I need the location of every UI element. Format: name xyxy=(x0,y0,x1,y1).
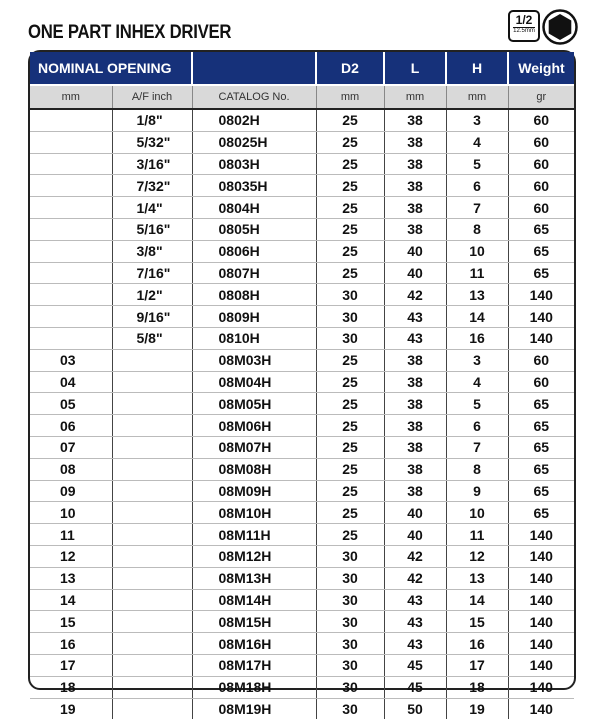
cell-af-inch: 7/16" xyxy=(112,262,192,284)
cell-d2: 30 xyxy=(316,611,384,633)
cell-catalog-no: 0809H xyxy=(192,306,316,328)
cell-af-inch xyxy=(112,676,192,698)
cell-catalog-no: 0803H xyxy=(192,153,316,175)
cell-weight: 65 xyxy=(508,262,574,284)
cell-catalog-no: 08M10H xyxy=(192,502,316,524)
cell-d2: 30 xyxy=(316,676,384,698)
cell-catalog-no: 08M09H xyxy=(192,480,316,502)
cell-mm: 07 xyxy=(30,436,112,458)
cell-catalog-no: 0808H xyxy=(192,284,316,306)
cell-mm xyxy=(30,131,112,153)
cell-catalog-no: 08M15H xyxy=(192,611,316,633)
cell-mm xyxy=(30,262,112,284)
cell-catalog-no: 0807H xyxy=(192,262,316,284)
unit-h: mm xyxy=(446,85,508,109)
cell-weight: 65 xyxy=(508,458,574,480)
table-row xyxy=(30,240,574,262)
cell-mm: 05 xyxy=(30,393,112,415)
cell-af-inch xyxy=(112,654,192,676)
table-row xyxy=(30,502,574,524)
table-body xyxy=(30,109,574,719)
cell-l: 45 xyxy=(384,654,446,676)
cell-d2: 25 xyxy=(316,109,384,131)
cell-catalog-no: 08M16H xyxy=(192,633,316,655)
cell-catalog-no: 08M07H xyxy=(192,436,316,458)
table-row xyxy=(30,175,574,197)
cell-af-inch: 1/4" xyxy=(112,197,192,219)
cell-h: 16 xyxy=(446,327,508,349)
table-row xyxy=(30,458,574,480)
table-row xyxy=(30,633,574,655)
cell-catalog-no: 08M14H xyxy=(192,589,316,611)
cell-weight: 65 xyxy=(508,436,574,458)
cell-weight: 65 xyxy=(508,480,574,502)
cell-l: 38 xyxy=(384,458,446,480)
cell-h: 6 xyxy=(446,415,508,437)
table-row xyxy=(30,262,574,284)
cell-mm xyxy=(30,153,112,175)
cell-mm: 13 xyxy=(30,567,112,589)
unit-weight: gr xyxy=(508,85,574,109)
cell-catalog-no: 08M11H xyxy=(192,524,316,546)
cell-mm xyxy=(30,306,112,328)
unit-l: mm xyxy=(384,85,446,109)
cell-mm: 08 xyxy=(30,458,112,480)
unit-af-inch: A/F inch xyxy=(112,85,192,109)
cell-weight: 65 xyxy=(508,415,574,437)
cell-mm: 14 xyxy=(30,589,112,611)
cell-mm: 16 xyxy=(30,633,112,655)
cell-catalog-no: 08M06H xyxy=(192,415,316,437)
cell-mm: 11 xyxy=(30,524,112,546)
cell-h: 10 xyxy=(446,240,508,262)
cell-d2: 25 xyxy=(316,524,384,546)
cell-h: 13 xyxy=(446,567,508,589)
unit-mm: mm xyxy=(30,85,112,109)
cell-catalog-no: 08M18H xyxy=(192,676,316,698)
hexagon-socket-icon xyxy=(542,9,578,45)
cell-af-inch: 5/8" xyxy=(112,327,192,349)
cell-weight: 140 xyxy=(508,589,574,611)
cell-af-inch: 1/8" xyxy=(112,109,192,131)
table-row xyxy=(30,698,574,719)
cell-l: 40 xyxy=(384,240,446,262)
cell-mm xyxy=(30,240,112,262)
cell-af-inch: 9/16" xyxy=(112,306,192,328)
cell-h: 15 xyxy=(446,611,508,633)
cell-weight: 140 xyxy=(508,284,574,306)
table-units-row xyxy=(30,85,574,109)
cell-d2: 30 xyxy=(316,306,384,328)
cell-weight: 60 xyxy=(508,175,574,197)
cell-l: 50 xyxy=(384,698,446,719)
cell-h: 16 xyxy=(446,633,508,655)
cell-d2: 30 xyxy=(316,567,384,589)
cell-weight: 140 xyxy=(508,567,574,589)
cell-h: 10 xyxy=(446,502,508,524)
cell-l: 43 xyxy=(384,633,446,655)
cell-l: 43 xyxy=(384,306,446,328)
cell-weight: 65 xyxy=(508,218,574,240)
cell-h: 4 xyxy=(446,371,508,393)
cell-l: 38 xyxy=(384,109,446,131)
cell-weight: 140 xyxy=(508,611,574,633)
cell-h: 4 xyxy=(446,131,508,153)
unit-d2: mm xyxy=(316,85,384,109)
cell-d2: 25 xyxy=(316,175,384,197)
cell-af-inch: 5/16" xyxy=(112,218,192,240)
cell-h: 3 xyxy=(446,109,508,131)
cell-mm: 09 xyxy=(30,480,112,502)
cell-d2: 25 xyxy=(316,502,384,524)
cell-l: 38 xyxy=(384,480,446,502)
cell-h: 19 xyxy=(446,698,508,719)
cell-catalog-no: 0806H xyxy=(192,240,316,262)
cell-l: 38 xyxy=(384,131,446,153)
table-row xyxy=(30,109,574,131)
cell-mm: 10 xyxy=(30,502,112,524)
cell-d2: 30 xyxy=(316,284,384,306)
cell-d2: 25 xyxy=(316,262,384,284)
cell-mm: 06 xyxy=(30,415,112,437)
cell-l: 40 xyxy=(384,262,446,284)
cell-l: 40 xyxy=(384,502,446,524)
cell-d2: 25 xyxy=(316,349,384,371)
table-row xyxy=(30,197,574,219)
table-row xyxy=(30,327,574,349)
cell-weight: 60 xyxy=(508,349,574,371)
cell-d2: 25 xyxy=(316,131,384,153)
cell-af-inch xyxy=(112,415,192,437)
cell-weight: 60 xyxy=(508,153,574,175)
page-title: ONE PART INHEX DRIVER xyxy=(28,22,232,43)
cell-af-inch: 7/32" xyxy=(112,175,192,197)
cell-mm xyxy=(30,175,112,197)
cell-l: 38 xyxy=(384,175,446,197)
table-row xyxy=(30,611,574,633)
cell-weight: 140 xyxy=(508,676,574,698)
cell-mm: 15 xyxy=(30,611,112,633)
cell-af-inch: 3/16" xyxy=(112,153,192,175)
cell-h: 9 xyxy=(446,480,508,502)
cell-af-inch: 3/8" xyxy=(112,240,192,262)
cell-d2: 30 xyxy=(316,545,384,567)
table-row xyxy=(30,436,574,458)
cell-h: 14 xyxy=(446,306,508,328)
cell-h: 6 xyxy=(446,175,508,197)
cell-h: 3 xyxy=(446,349,508,371)
cell-d2: 25 xyxy=(316,197,384,219)
cell-l: 38 xyxy=(384,371,446,393)
cell-h: 14 xyxy=(446,589,508,611)
cell-h: 11 xyxy=(446,524,508,546)
cell-d2: 25 xyxy=(316,458,384,480)
cell-h: 5 xyxy=(446,153,508,175)
cell-af-inch xyxy=(112,611,192,633)
cell-d2: 25 xyxy=(316,153,384,175)
cell-l: 42 xyxy=(384,284,446,306)
cell-d2: 30 xyxy=(316,654,384,676)
cell-h: 7 xyxy=(446,436,508,458)
cell-catalog-no: 08035H xyxy=(192,175,316,197)
table-row xyxy=(30,153,574,175)
cell-l: 43 xyxy=(384,589,446,611)
cell-l: 38 xyxy=(384,349,446,371)
cell-h: 8 xyxy=(446,458,508,480)
cell-d2: 25 xyxy=(316,240,384,262)
cell-af-inch xyxy=(112,524,192,546)
cell-l: 38 xyxy=(384,197,446,219)
cell-catalog-no: 08M17H xyxy=(192,654,316,676)
cell-weight: 60 xyxy=(508,109,574,131)
cell-mm xyxy=(30,327,112,349)
cell-d2: 30 xyxy=(316,698,384,719)
cell-h: 5 xyxy=(446,393,508,415)
cell-catalog-no: 0805H xyxy=(192,218,316,240)
cell-catalog-no: 08M13H xyxy=(192,567,316,589)
table-row xyxy=(30,545,574,567)
spec-table xyxy=(30,52,574,719)
drive-size-badge xyxy=(508,10,540,42)
cell-mm: 17 xyxy=(30,654,112,676)
cell-l: 40 xyxy=(384,524,446,546)
cell-catalog-no: 08M12H xyxy=(192,545,316,567)
cell-l: 45 xyxy=(384,676,446,698)
cell-l: 38 xyxy=(384,436,446,458)
cell-d2: 30 xyxy=(316,589,384,611)
cell-catalog-no: 08M08H xyxy=(192,458,316,480)
table-row xyxy=(30,349,574,371)
table-row xyxy=(30,393,574,415)
cell-d2: 25 xyxy=(316,480,384,502)
cell-l: 38 xyxy=(384,153,446,175)
cell-h: 11 xyxy=(446,262,508,284)
cell-l: 42 xyxy=(384,567,446,589)
cell-mm xyxy=(30,284,112,306)
cell-mm: 03 xyxy=(30,349,112,371)
cell-l: 38 xyxy=(384,218,446,240)
table-row xyxy=(30,480,574,502)
cell-h: 17 xyxy=(446,654,508,676)
spec-table-container xyxy=(28,50,576,717)
header-d2: D2 xyxy=(316,52,384,85)
cell-mm: 19 xyxy=(30,698,112,719)
cell-af-inch xyxy=(112,502,192,524)
cell-af-inch xyxy=(112,698,192,719)
cell-weight: 65 xyxy=(508,393,574,415)
header-h: H xyxy=(446,52,508,85)
cell-l: 42 xyxy=(384,545,446,567)
cell-mm: 18 xyxy=(30,676,112,698)
table-row xyxy=(30,676,574,698)
table-row xyxy=(30,415,574,437)
cell-h: 13 xyxy=(446,284,508,306)
cell-weight: 65 xyxy=(508,502,574,524)
cell-h: 18 xyxy=(446,676,508,698)
cell-catalog-no: 08025H xyxy=(192,131,316,153)
cell-mm xyxy=(30,109,112,131)
cell-d2: 30 xyxy=(316,633,384,655)
cell-l: 38 xyxy=(384,393,446,415)
drive-size-fraction: 1/2 xyxy=(515,13,533,27)
cell-l: 38 xyxy=(384,415,446,437)
table-row xyxy=(30,131,574,153)
cell-d2: 25 xyxy=(316,393,384,415)
table-row xyxy=(30,589,574,611)
cell-d2: 30 xyxy=(316,327,384,349)
cell-h: 8 xyxy=(446,218,508,240)
cell-af-inch: 1/2" xyxy=(112,284,192,306)
cell-af-inch xyxy=(112,349,192,371)
unit-catalog: CATALOG No. xyxy=(192,85,316,109)
cell-weight: 60 xyxy=(508,131,574,153)
cell-d2: 25 xyxy=(316,436,384,458)
table-row xyxy=(30,306,574,328)
cell-h: 7 xyxy=(446,197,508,219)
cell-af-inch xyxy=(112,393,192,415)
cell-catalog-no: 08M03H xyxy=(192,349,316,371)
cell-catalog-no: 08M05H xyxy=(192,393,316,415)
cell-weight: 140 xyxy=(508,654,574,676)
cell-weight: 140 xyxy=(508,524,574,546)
cell-weight: 140 xyxy=(508,327,574,349)
cell-catalog-no: 0810H xyxy=(192,327,316,349)
cell-af-inch xyxy=(112,567,192,589)
cell-l: 43 xyxy=(384,327,446,349)
cell-weight: 140 xyxy=(508,633,574,655)
cell-h: 12 xyxy=(446,545,508,567)
cell-af-inch xyxy=(112,480,192,502)
cell-weight: 60 xyxy=(508,197,574,219)
cell-af-inch xyxy=(112,633,192,655)
cell-l: 43 xyxy=(384,611,446,633)
drive-size-mm: 12.5mm xyxy=(513,28,535,34)
cell-weight: 140 xyxy=(508,545,574,567)
cell-af-inch xyxy=(112,458,192,480)
table-row xyxy=(30,567,574,589)
cell-weight: 140 xyxy=(508,306,574,328)
cell-d2: 25 xyxy=(316,218,384,240)
cell-weight: 140 xyxy=(529,700,553,717)
header-catalog-blank xyxy=(192,52,316,85)
cell-catalog-no: 08M04H xyxy=(192,371,316,393)
cell-weight: 65 xyxy=(508,240,574,262)
table-row xyxy=(30,654,574,676)
cell-af-inch xyxy=(112,436,192,458)
cell-af-inch xyxy=(112,371,192,393)
cell-weight: 60 xyxy=(508,371,574,393)
cell-af-inch xyxy=(112,589,192,611)
cell-d2: 25 xyxy=(316,371,384,393)
cell-mm xyxy=(30,218,112,240)
table-row xyxy=(30,371,574,393)
cell-mm: 12 xyxy=(30,545,112,567)
cell-af-inch: 5/32" xyxy=(112,131,192,153)
cell-mm: 04 xyxy=(30,371,112,393)
cell-af-inch xyxy=(112,545,192,567)
header-nominal-opening: NOMINAL OPENING xyxy=(30,52,192,85)
cell-d2: 25 xyxy=(316,415,384,437)
table-header-row xyxy=(30,52,574,85)
header-weight: Weight xyxy=(508,52,574,85)
cell-catalog-no: 0802H xyxy=(192,109,316,131)
cell-mm xyxy=(30,197,112,219)
table-row xyxy=(30,284,574,306)
cell-catalog-no: 08M19H xyxy=(192,698,316,719)
header-l: L xyxy=(384,52,446,85)
cell-catalog-no: 0804H xyxy=(192,197,316,219)
table-row xyxy=(30,218,574,240)
table-row xyxy=(30,524,574,546)
